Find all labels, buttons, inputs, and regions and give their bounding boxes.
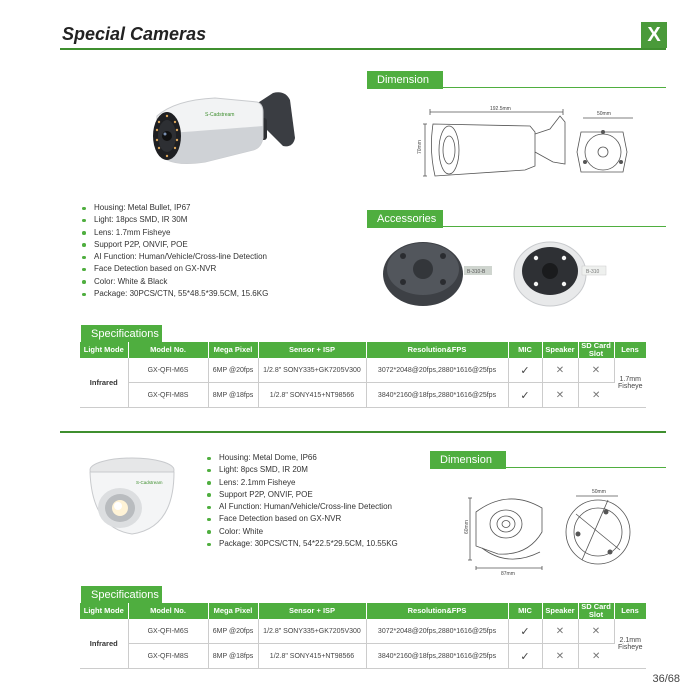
table-row	[80, 358, 646, 383]
mic-check-icon: ✓	[508, 619, 542, 644]
sd-cross-icon: ✕	[578, 644, 614, 669]
spec-table-header-row	[80, 342, 646, 358]
lens-cell: 1.7mm Fisheye	[614, 358, 646, 408]
dome-camera-image	[82, 448, 182, 540]
feature-item: Package: 30PCS/CTN, 55*48.5*39.5CM, 15.6KG	[80, 288, 268, 300]
col-header: Speaker	[542, 342, 578, 358]
mic-check-icon: ✓	[508, 358, 542, 383]
light-mode-cell: Infrared	[80, 619, 128, 669]
table-row	[80, 383, 646, 408]
speaker-cross-icon: ✕	[542, 358, 578, 383]
dim-height-label: 70mm	[417, 140, 423, 154]
dim-base-label: 50mm	[592, 489, 606, 495]
feature-item: Housing: Metal Bullet, IP67	[80, 202, 268, 214]
feature-list	[80, 202, 268, 300]
feature-item: Support P2P, ONVIF, POE	[80, 239, 268, 251]
col-header: Resolution&FPS	[366, 342, 508, 358]
model-cell: GX-QFI-M6S	[128, 619, 208, 644]
megapixel-cell: 8MP @18fps	[208, 644, 258, 669]
col-header: Sensor + ISP	[258, 603, 366, 619]
bullet-camera-image	[145, 88, 305, 183]
sensor-cell: 1/2.8" SONY335+GK7205V300	[258, 619, 366, 644]
feature-item: Face Detection based on GX-NVR	[80, 263, 268, 275]
resolution-cell: 3072*2048@20fps,2880*1616@25fps	[366, 358, 508, 383]
feature-item: Light: 18pcs SMD, IR 30M	[80, 214, 268, 226]
accessory-code-1: B-310-B	[467, 269, 486, 275]
feature-item: Lens: 2.1mm Fisheye	[205, 477, 398, 489]
brand-logo: X	[641, 22, 667, 48]
col-header: Lens	[614, 342, 646, 358]
spec-table	[80, 603, 647, 669]
speaker-cross-icon: ✕	[542, 383, 578, 408]
dim-height-label: 60mm	[464, 520, 470, 534]
speaker-cross-icon: ✕	[542, 644, 578, 669]
col-header: Model No.	[128, 342, 208, 358]
dim-width-label: 50mm	[597, 111, 611, 117]
page-title: Special Cameras	[62, 24, 207, 44]
section-divider	[60, 431, 666, 433]
accessories-tag-line	[443, 226, 666, 227]
table-row	[80, 644, 646, 669]
resolution-cell: 3840*2160@18fps,2880*1616@25fps	[366, 383, 508, 408]
dim-width-label: 87mm	[501, 571, 515, 576]
camera-brand-text: S-Cadstream	[136, 480, 163, 485]
dim-length-label: 192.5mm	[490, 106, 511, 112]
dome-dimension-drawing	[458, 484, 648, 576]
model-cell: GX-QFI-M8S	[128, 383, 208, 408]
feature-item: Color: White	[205, 526, 398, 538]
sensor-cell: 1/2.8" SONY335+GK7205V300	[258, 358, 366, 383]
resolution-cell: 3072*2048@20fps,2880*1616@25fps	[366, 619, 508, 644]
megapixel-cell: 8MP @18fps	[208, 383, 258, 408]
col-header: MIC	[508, 603, 542, 619]
col-header: Light Mode	[80, 342, 128, 358]
col-header: SD Card Slot	[578, 342, 614, 358]
megapixel-cell: 6MP @20fps	[208, 358, 258, 383]
feature-item: Housing: Metal Dome, IP66	[205, 452, 398, 464]
model-cell: GX-QFI-M6S	[128, 358, 208, 383]
feature-item: Support P2P, ONVIF, POE	[205, 489, 398, 501]
dimension-tag-line	[443, 87, 666, 88]
feature-list	[205, 452, 398, 550]
sd-cross-icon: ✕	[578, 383, 614, 408]
dimension-tag-line	[506, 467, 666, 468]
col-header: Lens	[614, 603, 646, 619]
model-cell: GX-QFI-M8S	[128, 644, 208, 669]
col-header: Light Mode	[80, 603, 128, 619]
feature-item: AI Function: Human/Vehicle/Cross-line Detection	[205, 501, 398, 513]
spec-table-header-row	[80, 603, 646, 619]
accessories-images	[378, 236, 608, 312]
feature-item: Face Detection based on GX-NVR	[205, 513, 398, 525]
col-header: Model No.	[128, 603, 208, 619]
accessories-tag: Accessories	[367, 210, 443, 228]
accessory-code-2: B-310	[586, 269, 600, 275]
sd-cross-icon: ✕	[578, 619, 614, 644]
spec-table	[80, 342, 647, 408]
dimension-tag: Dimension	[430, 451, 506, 469]
sensor-cell: 1/2.8" SONY415+NT98566	[258, 644, 366, 669]
bullet-dimension-drawing	[415, 104, 650, 190]
lens-cell: 2.1mm Fisheye	[614, 619, 646, 669]
col-header: MIC	[508, 342, 542, 358]
table-row	[80, 619, 646, 644]
light-mode-cell: Infrared	[80, 358, 128, 408]
header-divider	[60, 48, 666, 50]
mic-check-icon: ✓	[508, 644, 542, 669]
mic-check-icon: ✓	[508, 383, 542, 408]
col-header: Sensor + ISP	[258, 342, 366, 358]
col-header: Mega Pixel	[208, 342, 258, 358]
col-header: SD Card Slot	[578, 603, 614, 619]
speaker-cross-icon: ✕	[542, 619, 578, 644]
feature-item: Color: White & Black	[80, 276, 268, 288]
page-number: 36/68	[652, 673, 680, 685]
feature-item: AI Function: Human/Vehicle/Cross-line Detection	[80, 251, 268, 263]
resolution-cell: 3840*2160@18fps,2880*1616@25fps	[366, 644, 508, 669]
col-header: Speaker	[542, 603, 578, 619]
megapixel-cell: 6MP @20fps	[208, 619, 258, 644]
camera-brand-text: S-Cadstream	[205, 112, 235, 118]
dimension-tag: Dimension	[367, 71, 443, 89]
feature-item: Package: 30PCS/CTN, 54*22.5*29.5CM, 10.55KG	[205, 538, 398, 550]
specifications-tag: Specifications	[81, 586, 162, 604]
feature-item: Lens: 1.7mm Fisheye	[80, 227, 268, 239]
col-header: Mega Pixel	[208, 603, 258, 619]
sensor-cell: 1/2.8" SONY415+NT98566	[258, 383, 366, 408]
feature-item: Light: 8pcs SMD, IR 20M	[205, 464, 398, 476]
specifications-tag: Specifications	[81, 325, 162, 343]
sd-cross-icon: ✕	[578, 358, 614, 383]
col-header: Resolution&FPS	[366, 603, 508, 619]
